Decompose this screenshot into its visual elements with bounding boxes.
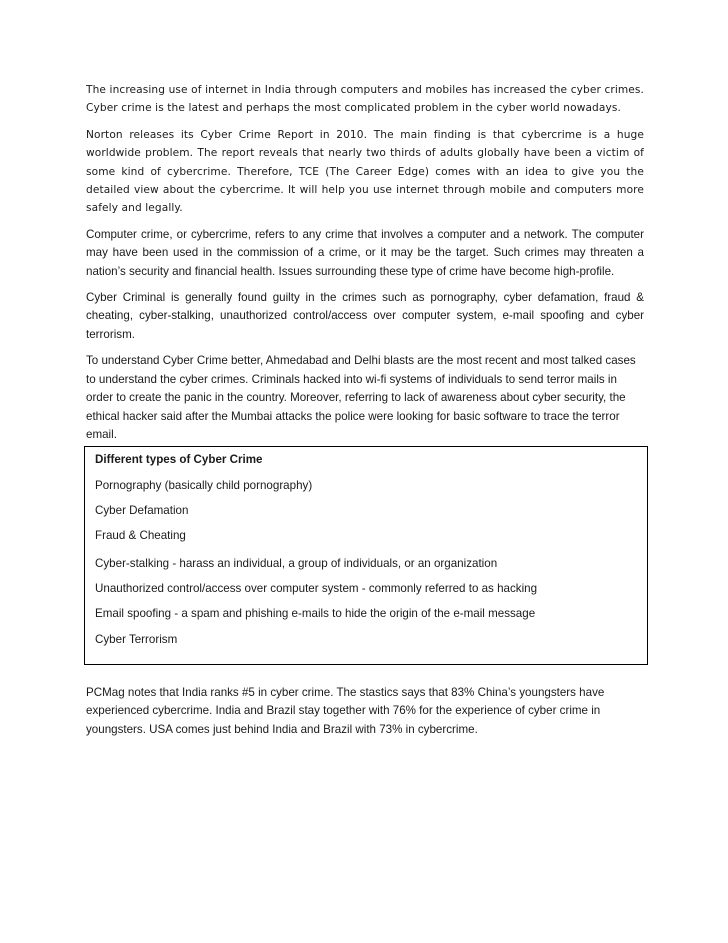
list-item: Fraud & Cheating — [95, 529, 186, 542]
cyber-criminal-paragraph: Cyber Criminal is generally found guilty in the crimes such as pornography, cyber defamation, fraud & cheating, cyber-stalking, unauthorized control/access over computer system, e-mail spoofing and cyber terrorism. — [86, 291, 644, 341]
document-body — [86, 81, 644, 452]
definition-paragraph: Computer crime, or cybercrime, refers to any crime that involves a computer and a network. The computer may have been used in the commission of a crime, or it may be the target. Such crimes may threaten a nation’s security and financial health. Issues surrounding these type of crime have become high-profile. — [86, 227, 644, 278]
list-item: Unauthorized control/access over computer system - commonly referred to as hacking — [95, 582, 538, 595]
list-item: Pornography (basically child pornography) — [95, 479, 313, 492]
list-item: Email spoofing - a spam and phishing e-mails to hide the origin of the e-mail message — [95, 607, 536, 620]
list-item: Cyber Terrorism — [95, 633, 178, 646]
case-study-paragraph: To understand Cyber Crime better, Ahmedabad and Delhi blasts are the most recent and most talked cases to understand the cyber crimes. Criminals hacked into wi-fi systems of individuals to send terror mails in order to create the panic in the country. Moreover, referring to lack of awareness about cyber security, the ethical hacker said after the Mumbai attacks the police were looking for basic software to trace the terror email. — [86, 354, 636, 441]
intro-paragraph: The increasing use of internet in India through computers and mobiles has increased the cyber crimes. Cyber crime is the latest and perhaps the most complicated problem in the cyber world nowadays. — [86, 84, 644, 115]
list-item: Cyber Defamation — [95, 504, 189, 517]
box-title: Different types of Cyber Crime — [95, 453, 263, 466]
norton-report-paragraph: Norton releases its Cyber Crime Report in 2010. The main finding is that cybercrime is a huge worldwide problem. The report reveals that nearly two thirds of adults globally have been a victim of some kind of cybercrime. Therefore, TCE (The Career Edge) comes with an idea to give you the detailed view about the cybercrime. It will help you use internet through mobile and computers more safely and legally. — [86, 128, 644, 215]
cyber-crime-types-box — [84, 446, 648, 665]
list-item: Cyber-stalking - harass an individual, a group of individuals, or an organization — [95, 557, 498, 570]
pcmag-statistics-paragraph: PCMag notes that India ranks #5 in cyber crime. The stastics says that 83% China’s youngsters have experienced cybercrime. India and Brazil stay together with 76% for the experience of cyber crime in youngsters. USA comes just behind India and Brazil with 73% in cybercrime. — [86, 686, 605, 736]
